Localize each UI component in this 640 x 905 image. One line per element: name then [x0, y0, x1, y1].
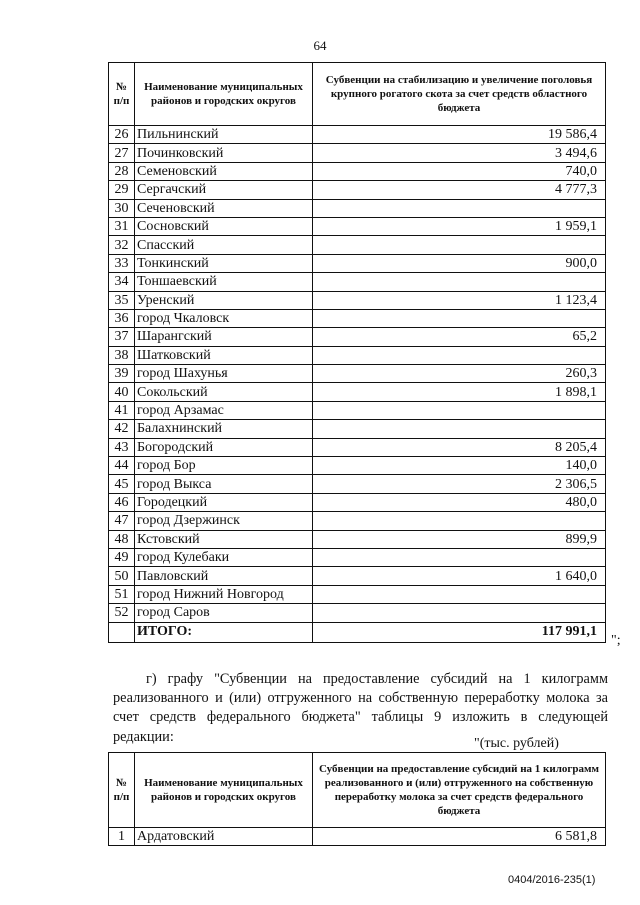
header-value: Субвенции на предоставление субсидий на 1 килограмм реализованного и (или) отгруженного на собственную переработку молока за счет средств федерального бюджета: [313, 753, 606, 828]
row-value: 260,3: [313, 365, 606, 383]
table-row: [109, 585, 606, 603]
row-number: 51: [109, 585, 135, 603]
row-name: Семеновский: [135, 162, 313, 180]
table-row: [109, 604, 606, 622]
table-row: [109, 401, 606, 419]
row-name: Городецкий: [135, 493, 313, 511]
row-number: 52: [109, 604, 135, 622]
row-value: 480,0: [313, 493, 606, 511]
row-value: 4 777,3: [313, 181, 606, 199]
table-row: [109, 567, 606, 585]
row-number: 37: [109, 328, 135, 346]
table-row: [109, 199, 606, 217]
row-value: [313, 420, 606, 438]
row-name: Уренский: [135, 291, 313, 309]
row-name: Сосновский: [135, 217, 313, 235]
row-name: город Дзержинск: [135, 512, 313, 530]
table-row: [109, 493, 606, 511]
row-name: Балахнинский: [135, 420, 313, 438]
table-row: [109, 291, 606, 309]
row-name: Сеченовский: [135, 199, 313, 217]
row-number: 30: [109, 199, 135, 217]
row-name: Сокольский: [135, 383, 313, 401]
row-number: 29: [109, 181, 135, 199]
table-row: [109, 512, 606, 530]
amendment-text: г) графу "Субвенции на предоставление субсидий на 1 килограмм реализованного и (или) отгруженного на собственную переработку молока за счет средств федерального бюджета" таблицы 9 изложить в следующей редакции:: [113, 671, 608, 745]
table-row: [109, 144, 606, 162]
row-number: 40: [109, 383, 135, 401]
row-value: 1 959,1: [313, 217, 606, 235]
total-label: ИТОГО:: [135, 622, 313, 642]
header-name: Наименование муниципальных районов и городских округов: [135, 63, 313, 126]
table-row: [109, 181, 606, 199]
row-number: 35: [109, 291, 135, 309]
row-number: 44: [109, 457, 135, 475]
row-number: 31: [109, 217, 135, 235]
row-value: 1 898,1: [313, 383, 606, 401]
row-number: 46: [109, 493, 135, 511]
header-number: № п/п: [109, 63, 135, 126]
table-row: [109, 457, 606, 475]
row-number: 36: [109, 309, 135, 327]
row-value: [313, 236, 606, 254]
row-name: город Бор: [135, 457, 313, 475]
row-name: Тоншаевский: [135, 273, 313, 291]
row-name: город Шахунья: [135, 365, 313, 383]
table-row: [109, 162, 606, 180]
row-value: [313, 548, 606, 566]
row-value: 1 640,0: [313, 567, 606, 585]
table-row: [109, 475, 606, 493]
milk-subsidy-table: [108, 752, 606, 846]
row-value: 3 494,6: [313, 144, 606, 162]
row-number: 48: [109, 530, 135, 548]
row-number: 38: [109, 346, 135, 364]
table-row: [109, 346, 606, 364]
row-name: Сергачский: [135, 181, 313, 199]
row-name: Богородский: [135, 438, 313, 456]
header-name: Наименование муниципальных районов и городских округов: [135, 753, 313, 828]
row-value: 900,0: [313, 254, 606, 272]
header-value: Субвенции на стабилизацию и увеличение поголовья крупного рогатого скота за счет средств областного бюджета: [313, 63, 606, 126]
row-number: 34: [109, 273, 135, 291]
table-row: [109, 328, 606, 346]
row-number: 43: [109, 438, 135, 456]
row-name: город Чкаловск: [135, 309, 313, 327]
row-value: [313, 199, 606, 217]
row-name: Тонкинский: [135, 254, 313, 272]
row-number: 49: [109, 548, 135, 566]
row-value: [313, 273, 606, 291]
row-name: Починковский: [135, 144, 313, 162]
row-name: Ардатовский: [135, 828, 313, 846]
row-value: 140,0: [313, 457, 606, 475]
row-value: 6 581,8: [313, 828, 606, 846]
row-name: Шарангский: [135, 328, 313, 346]
total-value: 117 991,1: [313, 622, 606, 642]
row-name: Пильнинский: [135, 126, 313, 144]
total-number-cell: [109, 622, 135, 642]
row-name: город Нижний Новгород: [135, 585, 313, 603]
row-value: 65,2: [313, 328, 606, 346]
row-number: 41: [109, 401, 135, 419]
row-name: город Выкса: [135, 475, 313, 493]
header-number: № п/п: [109, 753, 135, 828]
row-name: Шатковский: [135, 346, 313, 364]
row-number: 28: [109, 162, 135, 180]
row-number: 42: [109, 420, 135, 438]
closing-quote-mark: ";: [611, 633, 621, 648]
row-name: город Арзамас: [135, 401, 313, 419]
table-row: [109, 126, 606, 144]
table-row: [109, 254, 606, 272]
row-name: Павловский: [135, 567, 313, 585]
row-number: 39: [109, 365, 135, 383]
table-row: [109, 309, 606, 327]
row-name: город Кулебаки: [135, 548, 313, 566]
row-value: 899,9: [313, 530, 606, 548]
table-row: [109, 828, 606, 846]
table-row: [109, 438, 606, 456]
table-row: [109, 365, 606, 383]
table-row: [109, 273, 606, 291]
row-number: 33: [109, 254, 135, 272]
row-number: 47: [109, 512, 135, 530]
unit-note: "(тыс. рублей): [474, 736, 559, 751]
row-value: [313, 512, 606, 530]
row-value: [313, 401, 606, 419]
row-number: 26: [109, 126, 135, 144]
row-value: [313, 346, 606, 364]
row-number: 50: [109, 567, 135, 585]
table-row: [109, 236, 606, 254]
table-row: [109, 383, 606, 401]
row-value: [313, 585, 606, 603]
row-value: 2 306,5: [313, 475, 606, 493]
row-name: Кстовский: [135, 530, 313, 548]
row-value: 8 205,4: [313, 438, 606, 456]
row-value: 740,0: [313, 162, 606, 180]
row-value: 1 123,4: [313, 291, 606, 309]
row-value: [313, 604, 606, 622]
document-code: 0404/2016-235(1): [508, 874, 596, 886]
page-number: 64: [313, 38, 327, 53]
row-name: Спасский: [135, 236, 313, 254]
row-number: 45: [109, 475, 135, 493]
row-number: 32: [109, 236, 135, 254]
table-row: [109, 217, 606, 235]
row-number: 27: [109, 144, 135, 162]
row-value: 19 586,4: [313, 126, 606, 144]
table-row: [109, 530, 606, 548]
row-name: город Саров: [135, 604, 313, 622]
row-number: 1: [109, 828, 135, 846]
table-row: [109, 420, 606, 438]
row-value: [313, 309, 606, 327]
subventions-table: [108, 62, 606, 643]
table-row: [109, 548, 606, 566]
